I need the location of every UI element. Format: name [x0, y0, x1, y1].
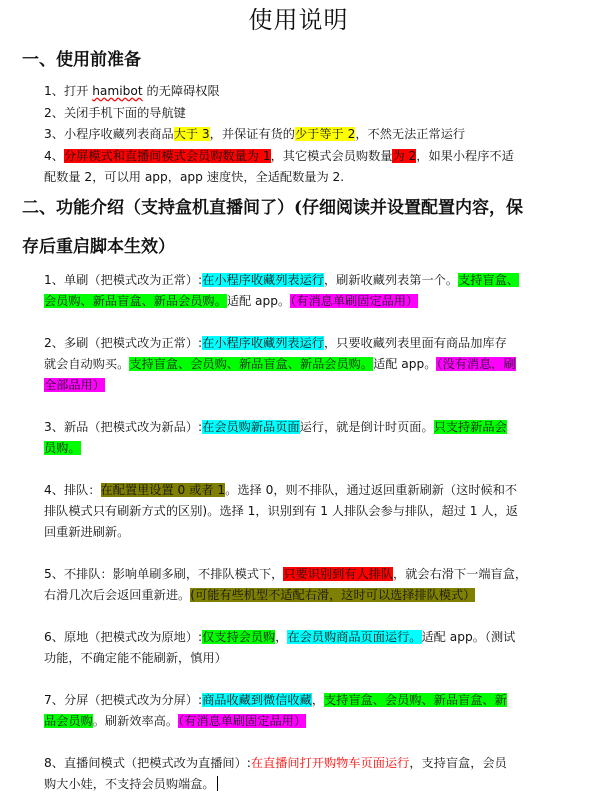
- section1-heading: 一、使用前准备: [22, 50, 141, 70]
- s1-item4-cont: 配数量 2，可以用 app，app 速度快，全适配数量为 2.: [44, 170, 345, 184]
- highlight-green: 支持盲盒、: [458, 273, 519, 287]
- text-run: ，刷新收藏列表第一个。: [324, 273, 459, 287]
- highlight-green: 员购。: [44, 441, 81, 455]
- highlight-green: 支持盲盒、会员购、新品盲盒、新: [324, 693, 507, 707]
- highlight-magenta: （没有消息，刷: [436, 357, 516, 371]
- section2-heading-line1: 二、功能介绍（支持盒机直播间了）(仔细阅读并设置配置内容，保: [22, 198, 524, 218]
- text-run: 3、新品（把模式改为新品）:: [44, 420, 203, 434]
- highlight-magenta: （有消息单刷固定品用）: [178, 714, 307, 728]
- text-run: 2、多刷（把模式改为正常）:: [44, 336, 203, 350]
- s2-item8-line2: [44, 774, 218, 794]
- highlight-red: 为 2: [392, 149, 417, 163]
- s2-item7-line1: [44, 690, 507, 710]
- text-run: ，就会右滑下一端盲盒，: [393, 567, 528, 581]
- text-run: 购大小娃，不支持会员购端盒。: [44, 777, 215, 791]
- section2-heading-line2: 存后重启脚本生效）: [22, 237, 175, 257]
- text-run: ，其它模式会员购数量: [270, 149, 393, 163]
- text-run: ，只要收藏列表里面有商品加库存: [324, 336, 507, 350]
- s2-item4-line2: 排队模式只有刷新方式的区别)。选择 1，识别到有 1 人排队会参与排队，超过 1 人，返: [44, 504, 518, 518]
- highlight-magenta: （有消息单刷固定品用）: [290, 294, 419, 308]
- highlight-red: 只要识别到有人排队: [283, 567, 394, 581]
- text-run: 6、原地（把模式改为原地）:: [44, 630, 203, 644]
- page-title: 使用说明: [248, 6, 349, 34]
- text-run: ，如果小程序不适: [416, 149, 514, 163]
- text-run: ，支持盲盒，会员: [409, 756, 507, 770]
- text-run: 适配 app。: [226, 294, 291, 308]
- text-run: 的无障碍权限: [142, 84, 220, 98]
- highlight-cyan: 商品收藏到微信收藏: [202, 693, 312, 707]
- text-run: 4、: [44, 149, 64, 163]
- text-run: 适配 app。: [373, 357, 437, 371]
- highlight-cyan: 在会员购新品页面: [202, 420, 300, 434]
- s2-item3-line2: [44, 438, 81, 458]
- highlight-cyan: 在小程序收藏列表运行: [202, 273, 324, 287]
- s2-item8-line1: [44, 753, 507, 773]
- highlight-yellow: 少于等于 2: [294, 127, 356, 141]
- text-run: ，: [311, 693, 324, 707]
- highlight-cyan: 在会员购商品页面运行。: [287, 630, 422, 644]
- highlight-green: 品会员购: [44, 714, 93, 728]
- hamibot-word: hamibot: [92, 84, 143, 98]
- text-run: 8、直播间模式（把模式改为直播间）:: [44, 756, 251, 770]
- text-run: 1、打开: [44, 84, 93, 98]
- s2-item3-line1: [44, 417, 507, 437]
- highlight-green: 支持盲盒、会员购、新品盲盒、新品会员购。: [129, 357, 374, 371]
- highlight-olive: 在配置里设置 0 或者 1: [100, 483, 226, 497]
- highlight-yellow: 大于 3: [173, 127, 210, 141]
- text-run: 5、不排队：影响单刷多刷，不排队模式下，: [44, 567, 284, 581]
- text-run: ，: [275, 630, 288, 644]
- s2-item1-line2: [44, 291, 418, 311]
- highlight-magenta: 全部品用）: [44, 378, 105, 392]
- s1-item3: [44, 124, 465, 144]
- highlight-cyan: 在小程序收藏列表运行: [202, 336, 324, 350]
- s1-item2: 2、关闭手机下面的导航键: [44, 106, 186, 120]
- s2-item4-line1: [44, 480, 517, 500]
- highlight-red: 分屏模式和直播间模式会员购数量为 1: [63, 149, 271, 163]
- text-run: 就会自动购买。: [44, 357, 130, 371]
- s2-item6-line2: 功能，不确定能不能刷新，慎用）: [44, 651, 227, 665]
- text-run: 运行，就是倒计时页面。: [299, 420, 434, 434]
- s2-item5-line1: [44, 564, 527, 584]
- s2-item7-line2: [44, 711, 306, 731]
- highlight-olive: (可能有些机型不适配右滑，这时可以选择排队模式）: [190, 588, 476, 602]
- text-run: 4、排队：: [44, 483, 101, 497]
- s2-item2-line3: [44, 375, 105, 395]
- highlight-green: 只支持新品会: [433, 420, 507, 434]
- text-run: ，不然无法正常运行: [355, 127, 466, 141]
- text-run: 。刷新效率高。: [92, 714, 179, 728]
- text-run: 7、分屏（把模式改为分屏）:: [44, 693, 203, 707]
- s1-item1: [44, 81, 220, 101]
- s2-item5-line2: [44, 585, 475, 605]
- s2-item6-line1: [44, 627, 515, 647]
- text-cursor: [217, 776, 218, 791]
- text-run: 1、单刷（把模式改为正常）:: [44, 273, 203, 287]
- text-run: 右滑几次后会返回重新进。: [44, 588, 191, 602]
- highlight-green: 会员购、新品盲盒、新品会员购。: [44, 294, 227, 308]
- s2-item4-line3: 回重新进刷新。: [44, 525, 130, 539]
- s2-item2-line2: [44, 354, 516, 374]
- text-run: 适配 app。（测试: [421, 630, 516, 644]
- text-run: 3、小程序收藏列表商品: [44, 127, 174, 141]
- highlight-green: 仅支持会员购: [202, 630, 276, 644]
- text-run: 。选择 0，则不排队，通过返回重新刷新（这时候和不: [225, 483, 518, 497]
- red-text: 在直播间打开购物车页面运行: [250, 756, 410, 770]
- s1-item4: [44, 146, 514, 166]
- s2-item2-line1: [44, 333, 507, 353]
- s2-item1-line1: [44, 270, 519, 290]
- text-run: ，并保证有货的: [209, 127, 295, 141]
